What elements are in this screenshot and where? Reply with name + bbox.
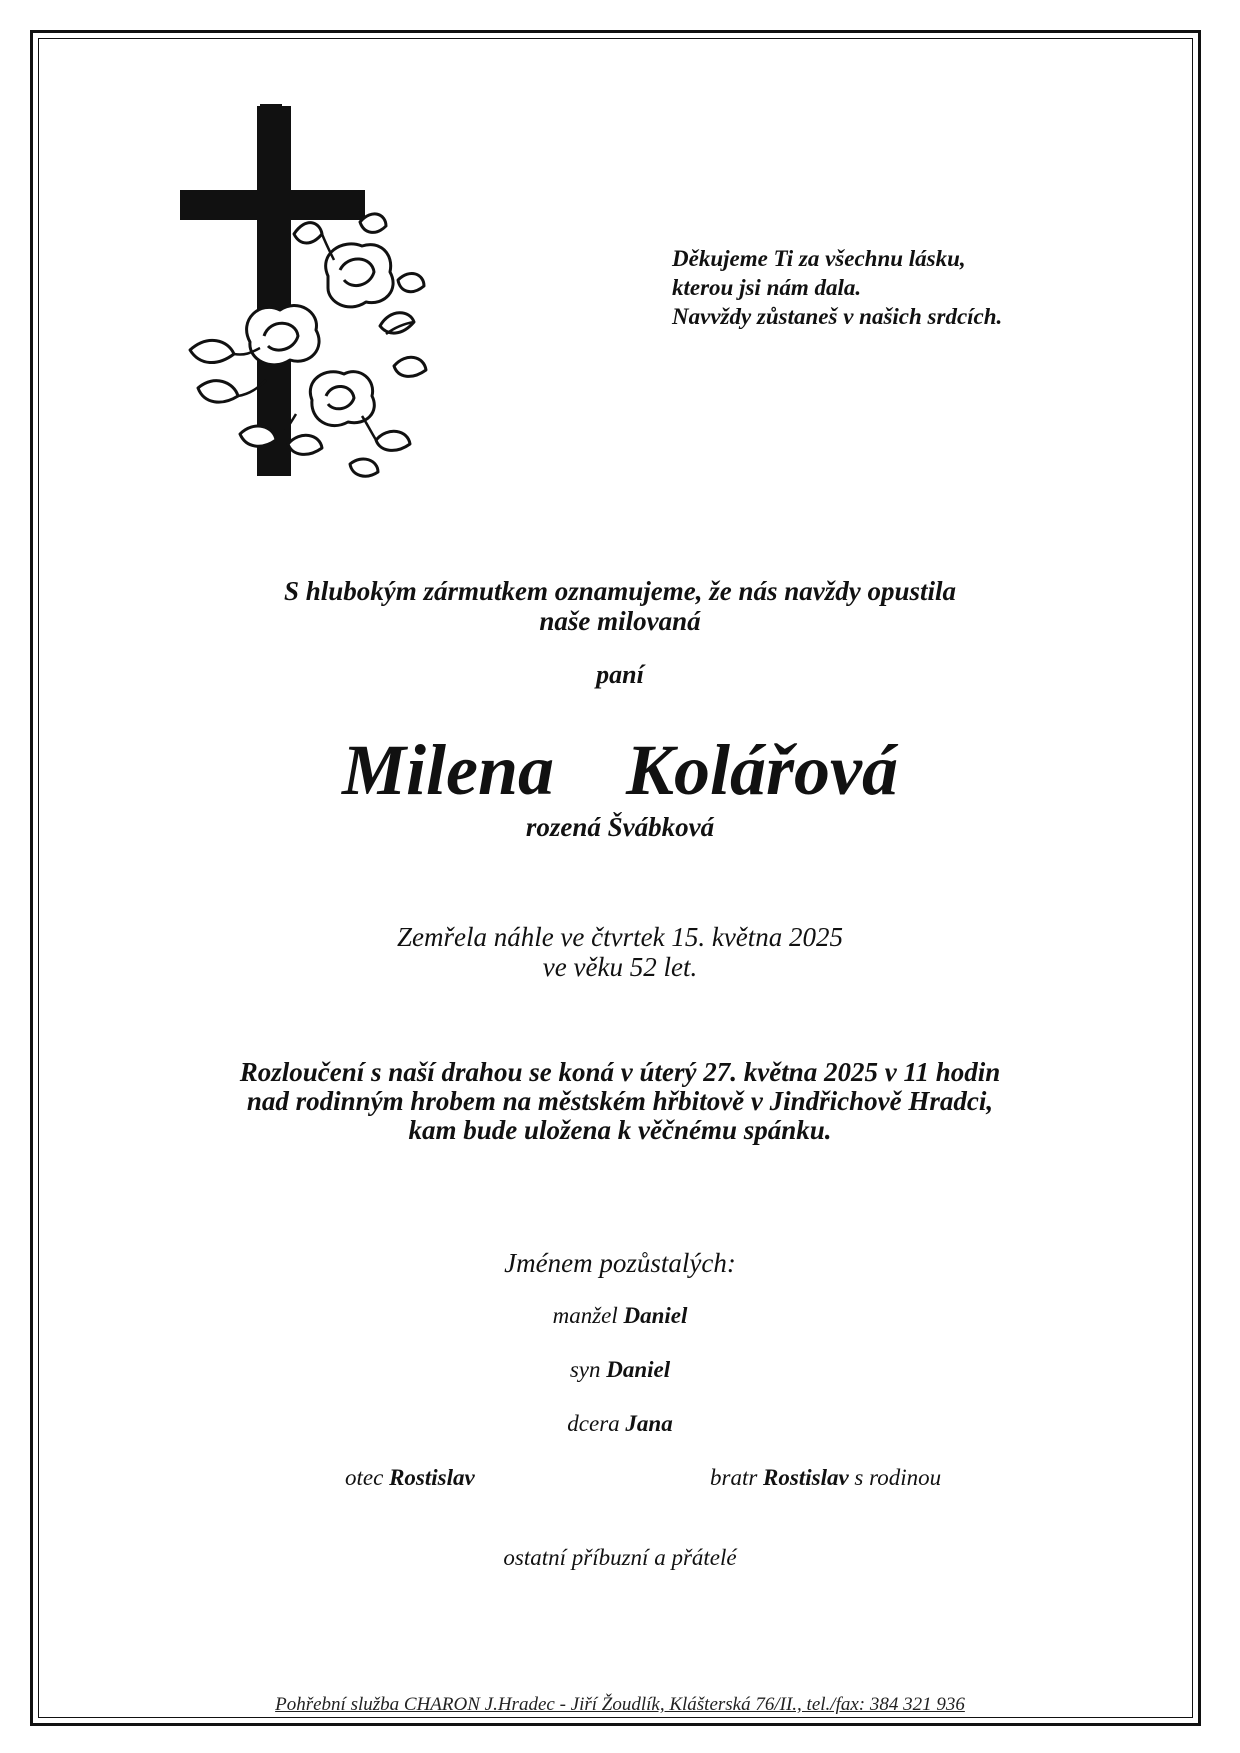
motto-line: Navvždy zůstaneš v našich srdcích. xyxy=(672,304,1003,329)
mourner-suffix: s rodinou xyxy=(854,1465,942,1490)
mourner-relation: manžel xyxy=(552,1303,618,1328)
deceased-name xyxy=(0,728,1240,812)
motto-verse xyxy=(672,244,1092,331)
salutation: paní xyxy=(596,660,644,689)
death-notice xyxy=(0,922,1240,982)
mourner-relation: dcera xyxy=(567,1411,620,1436)
cross-with-roses-icon xyxy=(180,104,430,484)
motto-line: kterou jsi nám dala. xyxy=(672,275,862,300)
funeral-service-footer: Pohřební služba CHARON J.Hradec - Jiří Žoudlík, Klášterská 76/II., tel./fax: 384 321 936 xyxy=(275,1694,965,1715)
mourner-relation: bratr xyxy=(710,1465,758,1490)
death-line: ve věku 52 let. xyxy=(542,952,698,982)
funeral-line: kam bude uložena k věčnému spánku. xyxy=(408,1115,832,1145)
mourner-father xyxy=(345,1465,475,1491)
funeral-line: nad rodinným hrobem na městském hřbitově v Jindřichově Hradci, xyxy=(246,1086,994,1116)
mourners-heading: Jménem pozůstalých: xyxy=(504,1248,736,1278)
mourner-name: Rostislav xyxy=(389,1465,475,1490)
funeral-line: Rozloučení s naší drahou se koná v úterý 27. května 2025 v 11 hodin xyxy=(239,1057,1001,1087)
deceased-name-text: Milena Kolářová xyxy=(341,730,899,810)
maiden-name: rozená Švábková xyxy=(525,812,715,842)
mourner-name: Daniel xyxy=(606,1357,671,1382)
funeral-notice xyxy=(0,1058,1240,1145)
mourner-husband xyxy=(0,1303,1240,1329)
mourner-relation: otec xyxy=(345,1465,384,1490)
mourner-name: Rostislav xyxy=(763,1465,849,1490)
mourner-brother xyxy=(710,1465,941,1491)
mourner-name: Jana xyxy=(625,1411,673,1436)
motto-line: Děkujeme Ti za všechnu lásku, xyxy=(672,246,966,271)
announcement-line: S hlubokým zármutkem oznamujeme, že nás navždy opustila xyxy=(283,576,957,606)
death-line: Zemřela náhle ve čtvrtek 15. května 2025 xyxy=(396,922,844,952)
mourner-son xyxy=(0,1357,1240,1383)
mourner-name: Daniel xyxy=(623,1303,688,1328)
announcement-line: naše milovaná xyxy=(539,606,701,636)
other-mourners: ostatní příbuzní a přátelé xyxy=(503,1545,737,1570)
mourner-daughter xyxy=(0,1411,1240,1437)
announcement xyxy=(0,576,1240,636)
mourner-relation: syn xyxy=(569,1357,601,1382)
